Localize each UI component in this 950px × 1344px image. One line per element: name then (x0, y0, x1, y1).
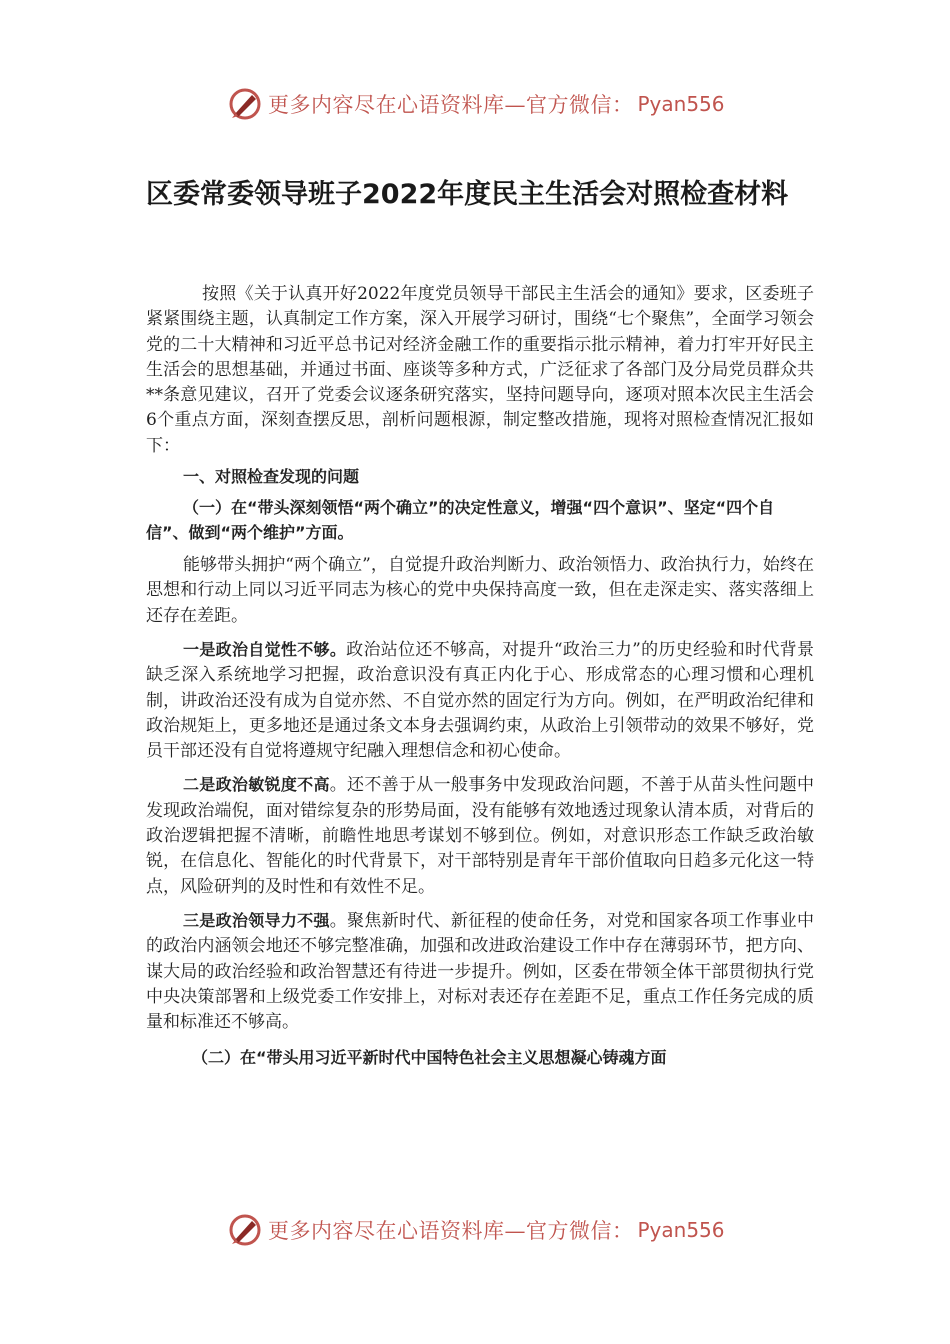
banner-text: 更多内容尽在心语资料库—官方微信： (268, 93, 634, 117)
point-3-lead: 三是政治领导力不强 (183, 910, 330, 930)
document-body (146, 282, 814, 1070)
pen-logo-icon (228, 1213, 262, 1247)
banner-handle: Pyan556 (637, 92, 725, 116)
paragraph-point-1 (146, 637, 814, 764)
section-heading-1: 一、对照检查发现的问题 (183, 467, 360, 487)
point-2-text: 。还不善于从一般事务中发现政治问题，不善于从苗头性问题中发现政治端倪，面对错综复杂的形势局面，没有能够有效地透过现象认清本质，对背后的政治逻辑把握不清晰，前瞻性地思考谋划不够到位。例如，对意识形态工作缺乏政治敏锐，在信息化、智能化的时代背景下，对干部特别是青年干部价值取向日趋多元化这一特点，风险研判的及时性和有效性不足。 (146, 775, 814, 897)
point-1-text: 政治站位还不够高，对提升“政治三力”的历史经验和时代背景缺乏深入系统地学习把握，政治意识没有真正内化于心、形成常态的心理习惯和心理机制，讲政治还没有成为自觉亦然、不自觉亦然的固定行为方向。例如，在严明政治纪律和政治规矩上，更多地还是通过条文本身去强调约束，从政治上引领带动的效果不够好，党员干部还没有自觉将遵规守纪融入理想信念和初心使命。 (146, 639, 814, 762)
subsection-heading-2: （二）在“带头用习近平新时代中国特色社会主义思想凝心铸魂方面 (192, 1048, 667, 1068)
header-watermark-banner (228, 86, 748, 122)
subsection-heading-1: （一）在“带头深刻领悟“两个确立”的决定性意义，增强“四个意识”、坚定“四个自信”、做到“两个维护”方面。 (146, 498, 775, 543)
banner-handle: Pyan556 (637, 1218, 725, 1242)
paragraph-point-2 (146, 772, 814, 899)
paragraph-overview: 能够带头拥护“两个确立”，自觉提升政治判断力、政治领悟力、政治执行力，始终在思想和行动上同以习近平同志为核心的党中央保持高度一致，但在走深走实、落实落细上还存在差距。 (146, 555, 814, 626)
banner-text: 更多内容尽在心语资料库—官方微信： (268, 1219, 634, 1243)
document-title: 区委常委领导班子2022年度民主生活会对照检查材料 (146, 179, 789, 210)
point-2-lead: 二是政治敏锐度不高 (183, 775, 330, 795)
point-3-text: 。聚焦新时代、新征程的使命任务，对党和国家各项工作事业中的政治内涵领会地还不够完整准确，加强和改进政治建设工作中存在薄弱环节，把方向、谋大局的政治经验和政治智慧还有待进一步提升。例如，区委在带领全体干部贯彻执行党中央决策部署和上级党委工作安排上，对标对表还存在差距不足，重点工作任务完成的质量和标准还不够高。 (146, 910, 814, 1033)
intro-paragraph: 按照《关于认真开好2022年度党员领导干部民主生活会的通知》要求，区委班子紧紧围绕主题，认真制定工作方案，深入开展学习研讨，围绕“七个聚焦”，全面学习领会党的二十大精神和习近平总书记对经济金融工作的重要指示批示精神，着力打牢开好民主生活会的思想基础，并通过书面、座谈等多种方式，广泛征求了各部门及分局党员群众共**条意见建议，召开了党委会议逐条研究落实，坚持问题导向，逐项对照本次民主生活会6个重点方面，深刻查摆反思，剖析问题根源，制定整改措施，现将对照检查情况汇报如下： (146, 284, 814, 456)
paragraph-point-3 (146, 908, 814, 1035)
footer-watermark-banner (228, 1212, 748, 1248)
point-1-lead: 一是政治自觉性不够。 (183, 639, 347, 659)
pen-logo-icon (228, 87, 262, 121)
